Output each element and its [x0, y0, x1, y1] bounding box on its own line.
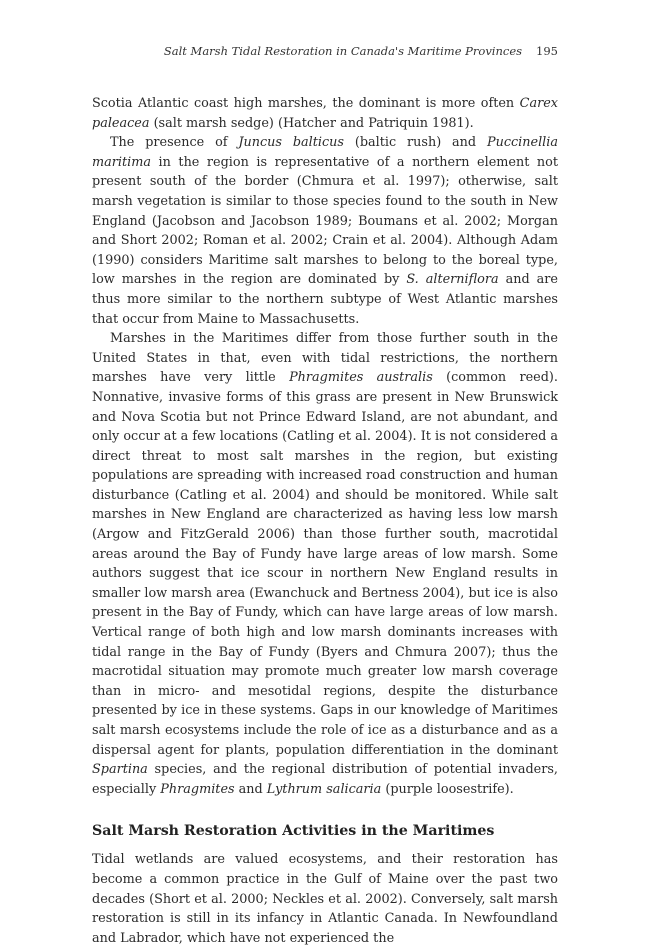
running-head: [164, 44, 558, 58]
text-run: and: [234, 781, 267, 797]
italic-term: Phragmites australis: [289, 370, 433, 386]
italic-term: Phragmites: [160, 781, 235, 797]
running-title: Salt Marsh Tidal Restoration in Canada's Maritime Provinces: [163, 44, 523, 58]
text-run: The presence of: [110, 135, 239, 151]
paragraph-1: [92, 94, 558, 133]
text-run: (purple loosestrife).: [381, 781, 514, 797]
italic-term: Lythrum salicaria: [266, 781, 382, 797]
section-heading: Salt Marsh Restoration Activities in the Maritimes: [92, 823, 495, 840]
text-run: (baltic rush) and: [343, 135, 487, 151]
italic-term: Carex paleacea: [92, 96, 558, 131]
italic-term: Puccinellia maritima: [92, 135, 558, 170]
text-run: Tidal wetlands are valued ecosystems, and their restoration has become a common practice in the Gulf of Maine over the past two decades (Short et al. 2000; Neckles et al. 2002). Conversely, salt marsh restoration is still in its infancy in Atlantic Canada. In Newfoundland and Labrador, which have not experienced the: [92, 852, 558, 946]
text-run: (salt marsh sedge) (Hatcher and Patriquin 1981).: [149, 115, 474, 131]
paragraph-3: [92, 329, 558, 799]
paragraph-2: [92, 133, 558, 329]
italic-term: Juncus balticus: [238, 135, 344, 151]
text-run: in the region is representative of a northern element not present south of the border (Chmura et al. 1997); otherwise, salt marsh vegetation is similar to those species found to the south in New England (Jacobson and Jacobson 1989; Boumans et al. 2002; Morgan and Short 2002; Roman et al. 2002; Crain et al. 2004). Although Adam (1990) considers Maritime salt marshes to belong to the boreal type, low marshes in the region are dominated by: [92, 154, 558, 288]
section-paragraph-1: [92, 850, 558, 948]
text-run: and are thus more similar to the northern subtype of West Atlantic marshes that occur from Maine to Massachusetts.: [92, 272, 558, 327]
italic-term: Spartina: [92, 762, 148, 778]
italic-term: S. alterniflora: [406, 272, 499, 288]
body-text: [92, 94, 558, 948]
text-run: species, and the regional distribution of potential invaders, especially: [92, 762, 558, 797]
text-run: Marshes in the Maritimes differ from those further south in the United States in that, even with tidal restrictions, the northern marshes have very little: [92, 331, 558, 386]
page-number: 195: [536, 44, 558, 58]
text-run: Scotia Atlantic coast high marshes, the dominant is more often: [92, 96, 520, 111]
text-run: (common reed). Nonnative, invasive forms of this grass are present in New Brunswick and Nova Scotia but not Prince Edward Island, are not abundant, and only occur at a few locations (Catling et al. 2004). It is not considered a direct threat to most salt marshes in the region, but existing populations are spreading with increased road construction and human disturbance (Catling et al. 2004) and should be monitored. While salt marshes in New England are characterized as having less low marsh (Argow and FitzGerald 2006) than those further south, macrotidal areas around the Bay of Fundy have large areas of low marsh. Some authors suggest that ice scour in northern New England results in smaller low marsh area (Ewanchuck and Bertness 2004), but ice is also present in the Bay of Fundy, which can have large areas of low marsh. Vertical range of both high and low marsh dominants increases with tidal range in the Bay of Fundy (Byers and Chmura 2007); thus the macrotidal situation may promote much greater low marsh coverage than in micro- and mesotidal regions, despite the disturbance presented by ice in these systems. Gaps in our knowledge of Maritimes salt marsh ecosystems include the role of ice as a disturbance and as a dispersal agent for plants, population differentiation in the dominant: [92, 370, 558, 758]
